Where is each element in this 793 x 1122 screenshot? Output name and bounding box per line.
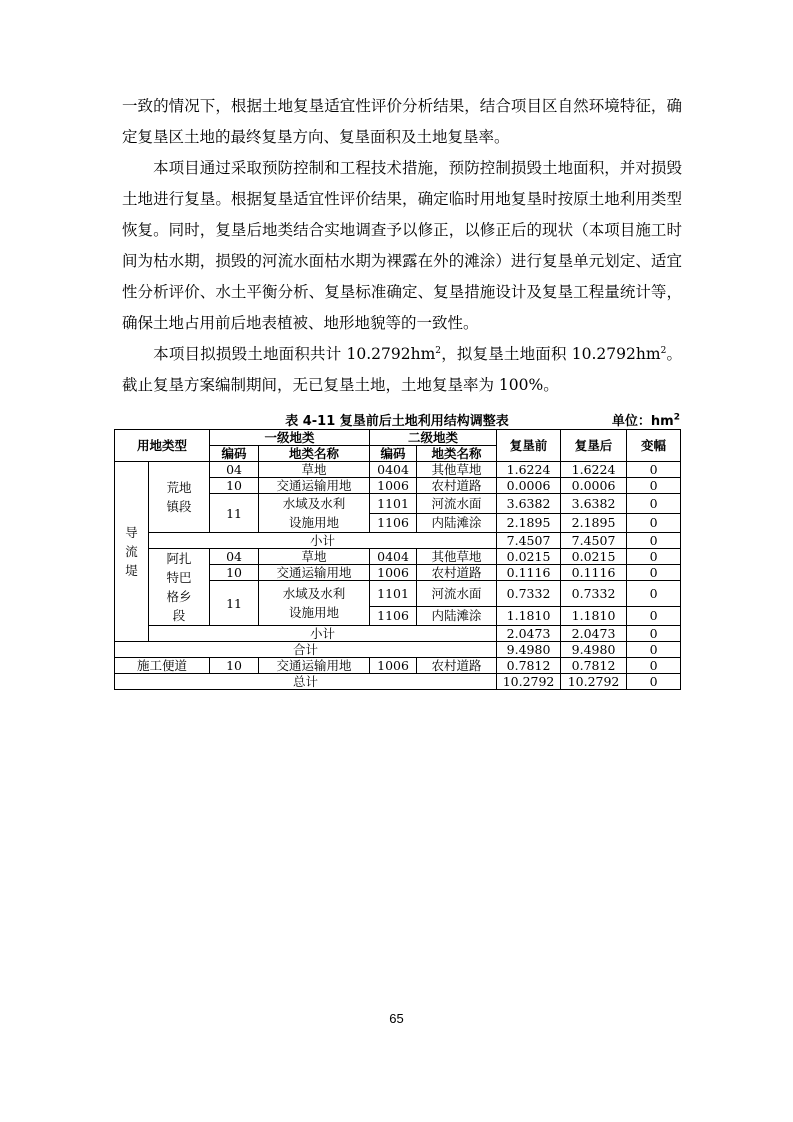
cell-before: 0.0006: [497, 478, 561, 494]
cell-code2: 1106: [370, 513, 417, 533]
paragraph-restoration-method-text: 本项目通过采取预防控制和工程技术措施，预防控制损毁土地面积，并对损毁土地进行复垦。根据复垦适宜性评价结果，确定临时用地复垦时按原土地利用类型恢复。同时，复垦后地类结合实地调查予以修正，以修正后的现状（本项目施工时间为枯水期，损毁的河流水面枯水期为裸露在外的滩涂）进行复垦单元划定、适宜性分析评价、水土平衡分析、复垦标准确定、复垦措施设计及复垦工程量统计等，确保土地占用前后地表植被、地形地貌等的一致性。: [122, 159, 682, 332]
cell-change: 0: [627, 581, 681, 607]
cell-code2: 1006: [370, 658, 417, 674]
total-label: 总计: [115, 674, 497, 690]
cell-name1: 交通运输用地: [259, 658, 370, 674]
table-header-row: [115, 430, 681, 446]
cell-before: 2.0473: [497, 626, 561, 642]
cell-after: 2.1895: [561, 513, 627, 533]
cell-code2: 1101: [370, 581, 417, 607]
total-row: [115, 674, 681, 690]
cell-name1: 水域及水利设施用地: [259, 494, 370, 533]
cell-change: 0: [627, 642, 681, 658]
segment-2-name: 阿扎特巴格乡段: [149, 549, 210, 626]
cell-before: 7.4507: [497, 533, 561, 549]
cell-name2: 其他草地: [417, 549, 497, 565]
cell-code1: 11: [210, 581, 259, 626]
cell-before: 0.0215: [497, 549, 561, 565]
table-caption: [114, 410, 680, 430]
cell-code2: 0404: [370, 549, 417, 565]
area-text-2: ，拟复垦土地面积 10.2792hm: [441, 345, 661, 363]
subtotal-row: [115, 533, 681, 549]
cell-after: 0.0215: [561, 549, 627, 565]
cell-before: 0.7332: [497, 581, 561, 607]
table-unit: 单位：$hm^2$: [611, 412, 680, 429]
cell-code2: 1106: [370, 606, 417, 626]
table-row: [115, 549, 681, 565]
cell-before: 2.1895: [497, 513, 561, 533]
cell-change: 0: [627, 658, 681, 674]
cell-after: 0.7812: [561, 658, 627, 674]
area-text-1: 本项目拟损毁土地面积共计 10.2792hm: [153, 345, 436, 363]
paragraph-continued: 一致的情况下，根据土地复垦适宜性评价分析结果，结合项目区自然环境特征，确定复垦区土地的最终复垦方向、复垦面积及土地复垦率。: [122, 97, 682, 146]
table-title: 表 4-11 复垦前后土地利用结构调整表: [285, 414, 509, 429]
subtotal-label: 小计: [149, 626, 497, 642]
segment-1-name: 荒地镇段: [149, 462, 210, 533]
subtotal-row: [115, 626, 681, 642]
road-label: 施工便道: [115, 658, 210, 674]
cell-name2: 其他草地: [417, 462, 497, 478]
cell-code1: 10: [210, 658, 259, 674]
cell-change: 0: [627, 565, 681, 581]
cell-before: 0.1116: [497, 565, 561, 581]
cell-after: 1.1810: [561, 606, 627, 626]
cell-change: 0: [627, 533, 681, 549]
combined-row: [115, 642, 681, 658]
cell-code1: 10: [210, 478, 259, 494]
header-change: 变幅: [627, 430, 681, 462]
cell-name2: 农村道路: [417, 478, 497, 494]
cell-change: 0: [627, 494, 681, 514]
cell-code2: 1101: [370, 494, 417, 514]
subtotal-label: 小计: [149, 533, 497, 549]
cell-name1: 草地: [259, 462, 370, 478]
cell-name1: 交通运输用地: [259, 565, 370, 581]
cell-name2: 农村道路: [417, 565, 497, 581]
cell-code1: 04: [210, 462, 259, 478]
cell-code1: 11: [210, 494, 259, 533]
cell-change: 0: [627, 549, 681, 565]
cell-name1: 草地: [259, 549, 370, 565]
cell-name2: 河流水面: [417, 581, 497, 607]
table-row: [115, 462, 681, 478]
cell-code1: 10: [210, 565, 259, 581]
cell-before: 0.7812: [497, 658, 561, 674]
superscript-2: 2: [435, 345, 442, 356]
group-main-cell: 导流堤: [115, 462, 149, 642]
cell-code2: 0404: [370, 462, 417, 478]
combined-label: 合计: [115, 642, 497, 658]
cell-code2: 1006: [370, 478, 417, 494]
cell-name1: 交通运输用地: [259, 478, 370, 494]
cell-after: 0.7332: [561, 581, 627, 607]
cell-after: 2.0473: [561, 626, 627, 642]
cell-after: 10.2792: [561, 674, 627, 690]
cell-before: 10.2792: [497, 674, 561, 690]
cell-change: 0: [627, 478, 681, 494]
cell-before: 1.6224: [497, 462, 561, 478]
header-level1: 一级地类: [210, 430, 370, 446]
header-code: 编码: [210, 446, 259, 462]
paragraph-area-summary: [122, 339, 682, 401]
cell-after: 3.6382: [561, 494, 627, 514]
cell-name2: 内陆滩涂: [417, 606, 497, 626]
page-number: 65: [389, 1011, 404, 1026]
cell-name1: 水域及水利设施用地: [259, 581, 370, 626]
area-text-3: 。截止复垦方案编制期间，无已复垦土地，土地复垦率为 100%。: [122, 345, 682, 394]
paragraph-restoration-method: [122, 153, 682, 339]
header-level2: 二级地类: [370, 430, 497, 446]
header-land-type: 用地类型: [115, 430, 210, 462]
cell-before: 9.4980: [497, 642, 561, 658]
cell-name2: 河流水面: [417, 494, 497, 514]
cell-after: 1.6224: [561, 462, 627, 478]
cell-change: 0: [627, 674, 681, 690]
cell-before: 1.1810: [497, 606, 561, 626]
cell-name2: 内陆滩涂: [417, 513, 497, 533]
cell-name2: 农村道路: [417, 658, 497, 674]
cell-after: 0.0006: [561, 478, 627, 494]
cell-change: 0: [627, 462, 681, 478]
header-code: 编码: [370, 446, 417, 462]
road-row: [115, 658, 681, 674]
cell-before: 3.6382: [497, 494, 561, 514]
header-name: 地类名称: [259, 446, 370, 462]
superscript-2: 2: [660, 345, 667, 356]
land-use-table: [114, 429, 681, 690]
cell-code1: 04: [210, 549, 259, 565]
header-after: 复垦后: [561, 430, 627, 462]
cell-change: 0: [627, 513, 681, 533]
cell-code2: 1006: [370, 565, 417, 581]
cell-after: 9.4980: [561, 642, 627, 658]
cell-change: 0: [627, 626, 681, 642]
header-name: 地类名称: [417, 446, 497, 462]
cell-after: 7.4507: [561, 533, 627, 549]
header-before: 复垦前: [497, 430, 561, 462]
cell-change: 0: [627, 606, 681, 626]
cell-after: 0.1116: [561, 565, 627, 581]
